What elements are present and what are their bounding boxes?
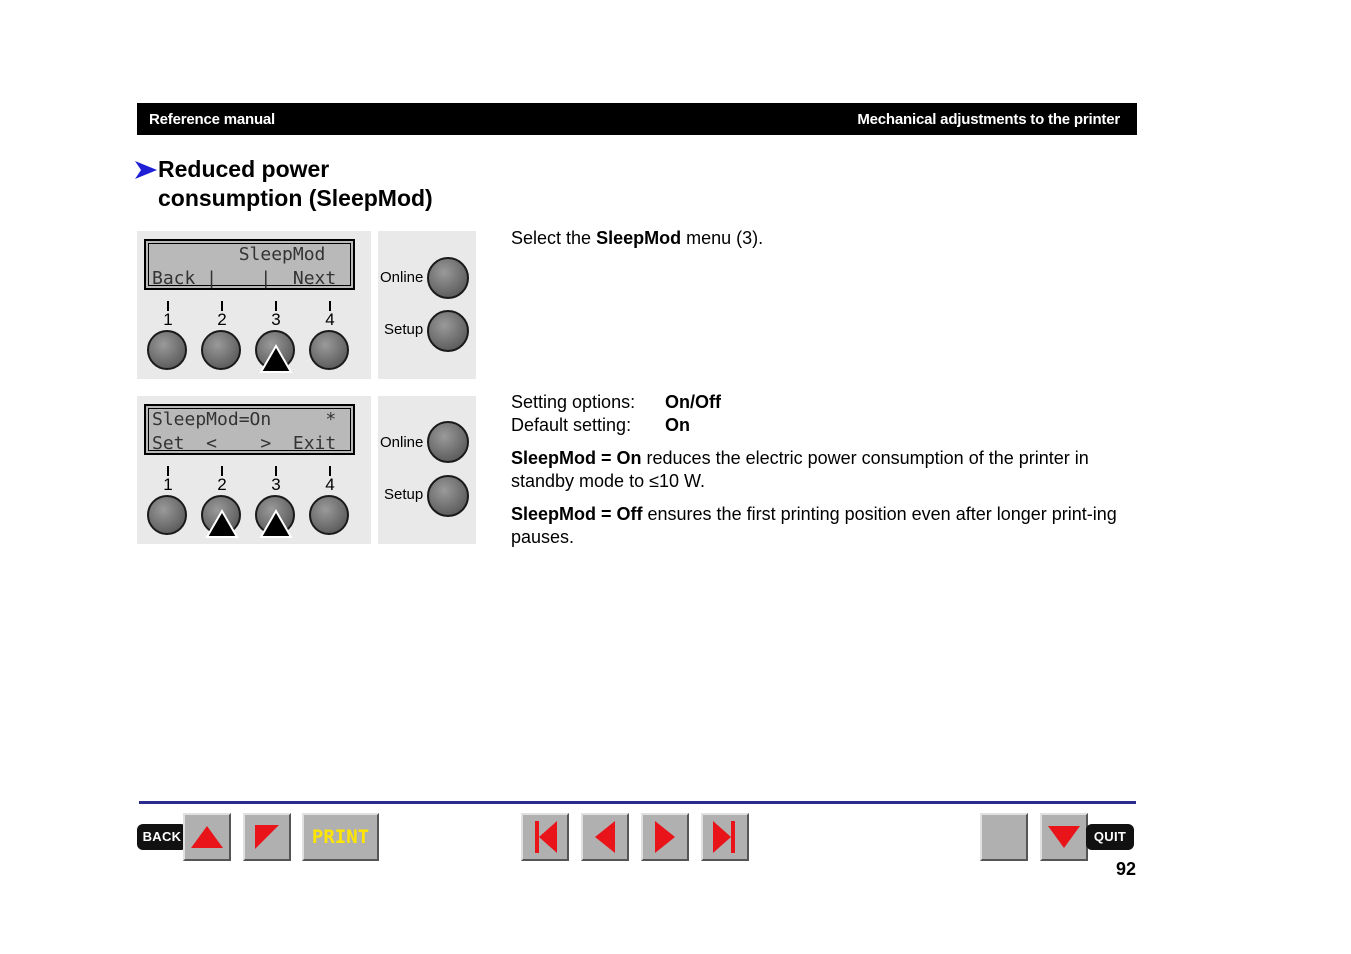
footer-divider (139, 801, 1136, 804)
page-up-button[interactable] (183, 813, 231, 861)
options-value: On/Off (665, 392, 721, 412)
select-instruction (511, 228, 763, 249)
page-number: 92 (1115, 859, 1136, 879)
first-page-button[interactable] (521, 813, 569, 861)
key-number-4: 4 (325, 475, 335, 494)
key-number-1: 1 (163, 475, 173, 494)
off-bold: SleepMod = Off (511, 504, 643, 524)
setup-button[interactable] (427, 475, 469, 517)
next-page-icon (643, 815, 687, 859)
header-left: Reference manual (149, 110, 276, 128)
key-number-3: 3 (271, 475, 281, 494)
panel-key-1[interactable] (147, 495, 187, 535)
corner-arrow-icon (245, 815, 289, 859)
online-button[interactable] (427, 421, 469, 463)
lcd-display-1 (144, 239, 355, 290)
last-page-button[interactable] (701, 813, 749, 861)
setup-label: Setup (384, 321, 424, 338)
panel-key-4[interactable] (309, 495, 349, 535)
side-panel-1 (378, 231, 476, 379)
sleepmod-off-paragraph (511, 503, 1136, 549)
running-header (137, 103, 1137, 135)
key-number-4: 4 (325, 310, 335, 329)
options-row (511, 392, 635, 413)
press-indicator-icon (205, 509, 239, 539)
sleepmod-on-paragraph (511, 447, 1136, 493)
lcd-line-2: Back | | Next (152, 268, 337, 289)
control-panel-2 (137, 396, 371, 544)
quit-button[interactable]: QUIT (1086, 824, 1134, 850)
next-page-button[interactable] (641, 813, 689, 861)
first-page-icon (523, 815, 567, 859)
print-button[interactable]: PRINT (302, 813, 379, 861)
header-right: Mechanical adjustments to the printer (857, 110, 1120, 128)
default-label: Default setting: (511, 415, 632, 435)
options-label: Setting options: (511, 392, 636, 412)
key-number-3: 3 (271, 310, 281, 329)
online-button[interactable] (427, 257, 469, 299)
control-panel-1 (137, 231, 371, 379)
panel-key-1[interactable] (147, 330, 187, 370)
select-bold: SleepMod (596, 228, 682, 248)
key-number-2: 2 (217, 310, 227, 329)
section-title-line2: consumption (SleepMod) (158, 185, 433, 211)
panel-key-2[interactable] (201, 330, 241, 370)
online-label: Online (380, 434, 424, 451)
previous-page-icon (583, 815, 627, 859)
previous-page-button[interactable] (581, 813, 629, 861)
press-indicator-icon (259, 344, 293, 374)
select-prefix: Select the (511, 228, 597, 248)
lcd-line-1: SleepMod=On * (152, 409, 337, 430)
on-bold: SleepMod = On (511, 448, 642, 468)
default-value: On (665, 415, 690, 435)
back-button[interactable]: BACK (137, 824, 187, 850)
last-page-icon (703, 815, 747, 859)
setup-button[interactable] (427, 310, 469, 352)
press-indicator-icon (259, 509, 293, 539)
blank-button[interactable] (980, 813, 1028, 861)
corner-button[interactable] (243, 813, 291, 861)
section-arrow-icon (135, 161, 157, 179)
panel-key-4[interactable] (309, 330, 349, 370)
side-panel-2 (378, 396, 476, 544)
on-text: reduces the electric power consumption of the printer in standby mode to ≤10 W. (511, 448, 1089, 491)
default-row (511, 415, 631, 436)
key-number-1: 1 (163, 310, 173, 329)
page-down-button[interactable] (1040, 813, 1088, 861)
select-suffix: menu (3). (681, 228, 764, 248)
key-number-2: 2 (217, 475, 227, 494)
lcd-line-1: SleepMod (152, 244, 326, 265)
triangle-up-icon (185, 815, 229, 859)
section-title-line1: Reduced power (158, 156, 330, 182)
lcd-display-2 (144, 404, 355, 455)
off-text: ensures the first printing position even after longer print-ing pauses. (511, 504, 1117, 547)
triangle-down-icon (1042, 815, 1086, 859)
setup-label: Setup (384, 486, 424, 503)
online-label: Online (380, 269, 424, 286)
lcd-line-2: Set < > Exit (152, 433, 337, 454)
